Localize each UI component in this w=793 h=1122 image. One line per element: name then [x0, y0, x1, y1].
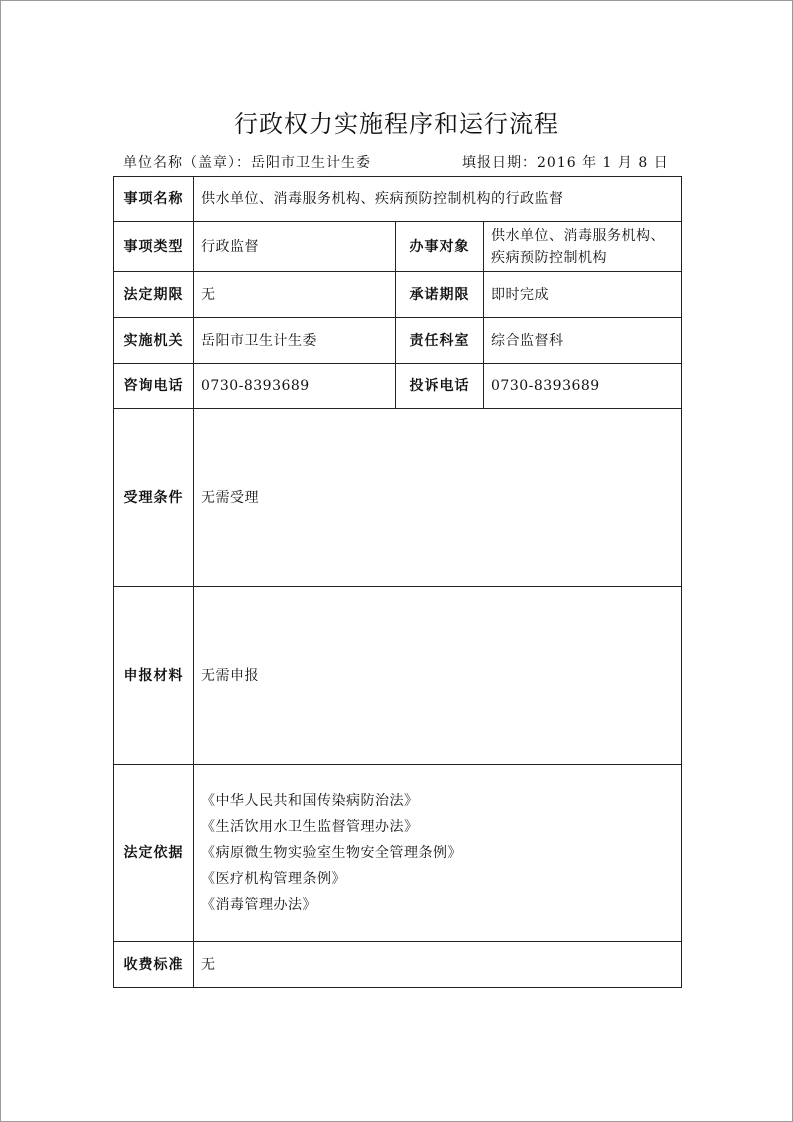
row-materials — [114, 587, 682, 765]
row-agency — [114, 318, 682, 364]
row-phone — [114, 364, 682, 409]
item-name-value: 供水单位、消毒服务机构、疾病预防控制机构的行政监督 — [194, 177, 682, 222]
complaint-phone-value: 0730-8393689 — [484, 364, 682, 409]
complaint-phone-label: 投诉电话 — [396, 364, 484, 409]
fee-value: 无 — [194, 942, 682, 988]
basis-item: 《病原微生物实验室生物安全管理条例》 — [201, 845, 462, 861]
agency-value: 岳阳市卫生计生委 — [194, 318, 396, 364]
target-label: 办事对象 — [396, 222, 484, 272]
conditions-value: 无需受理 — [194, 409, 682, 587]
row-fee — [114, 942, 682, 988]
materials-label: 申报材料 — [114, 587, 194, 765]
basis-value — [194, 765, 682, 942]
legal-period-label: 法定期限 — [114, 272, 194, 318]
materials-value: 无需申报 — [194, 587, 682, 765]
fill-date: 填报日期：2016 年 1 月 8 日 — [462, 155, 669, 171]
fee-label: 收费标准 — [114, 942, 194, 988]
consult-phone-value: 0730-8393689 — [194, 364, 396, 409]
basis-item: 《中华人民共和国传染病防治法》 — [201, 793, 419, 809]
conditions-label: 受理条件 — [114, 409, 194, 587]
department-label: 责任科室 — [396, 318, 484, 364]
legal-period-value: 无 — [194, 272, 396, 318]
row-item-type — [114, 222, 682, 272]
row-item-name — [114, 177, 682, 222]
document-title: 行政权力实施程序和运行流程 — [234, 110, 559, 138]
consult-phone-label: 咨询电话 — [114, 364, 194, 409]
basis-item: 《医疗机构管理条例》 — [201, 871, 346, 887]
process-table — [113, 176, 682, 988]
basis-item: 《消毒管理办法》 — [201, 897, 317, 913]
target-value: 供水单位、消毒服务机构、疾病预防控制机构 — [484, 222, 682, 272]
row-basis — [114, 765, 682, 942]
agency-label: 实施机关 — [114, 318, 194, 364]
promise-period-label: 承诺期限 — [396, 272, 484, 318]
item-type-label: 事项类型 — [114, 222, 194, 272]
basis-item: 《生活饮用水卫生监督管理办法》 — [201, 819, 419, 835]
unit-name: 单位名称（盖章）：岳阳市卫生计生委 — [123, 155, 371, 171]
basis-label: 法定依据 — [114, 765, 194, 942]
row-period — [114, 272, 682, 318]
promise-period-value: 即时完成 — [484, 272, 682, 318]
item-name-label: 事项名称 — [114, 177, 194, 222]
department-value: 综合监督科 — [484, 318, 682, 364]
row-conditions — [114, 409, 682, 587]
item-type-value: 行政监督 — [194, 222, 396, 272]
